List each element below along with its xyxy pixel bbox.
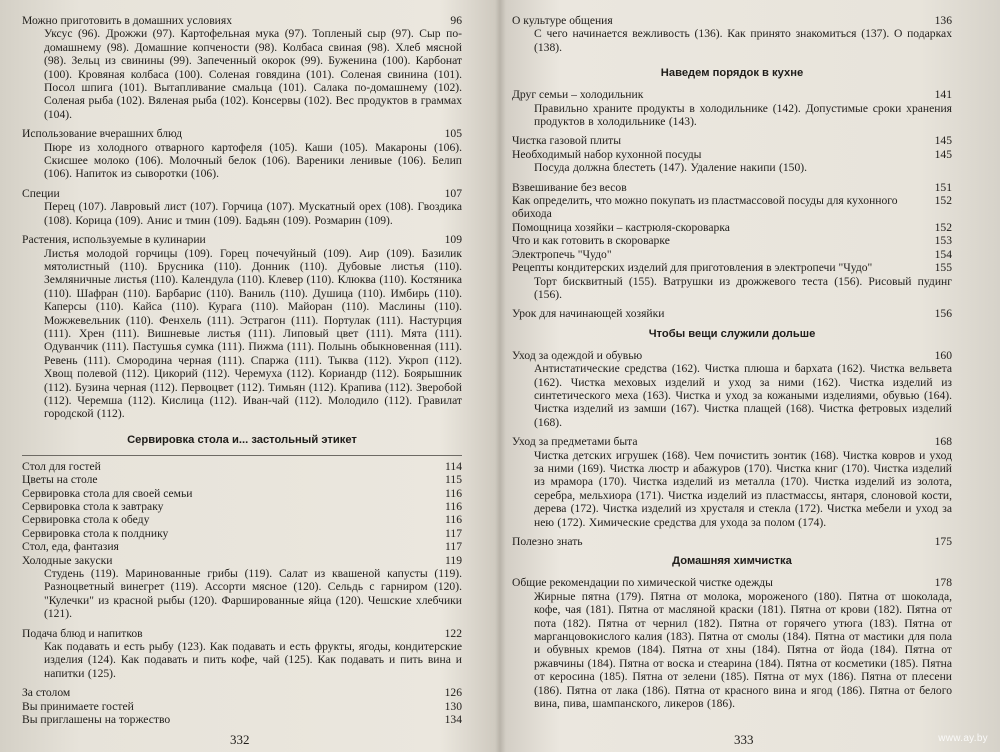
toc-entry-row: [22, 460, 462, 473]
toc-entry-title: Специи: [22, 186, 60, 200]
toc-entry-row: [22, 14, 462, 27]
toc-entry: [22, 460, 462, 473]
toc-entry: [512, 181, 952, 194]
toc-entry: [22, 627, 462, 681]
toc-entry: [512, 307, 952, 320]
toc-entry-page: 136: [934, 14, 952, 27]
toc-entry: [22, 500, 462, 513]
toc-entry-page: 117: [445, 526, 462, 540]
left-page: [0, 0, 496, 752]
toc-entry-page: 145: [934, 134, 952, 148]
toc-entry-row: [512, 435, 952, 448]
toc-entry-row: [512, 148, 952, 161]
toc-entry-page: 114: [445, 459, 462, 473]
toc-entry-title: Сервировка стола к завтраку: [22, 500, 164, 513]
toc-entry: [22, 473, 462, 486]
toc-entry-page: 151: [934, 180, 952, 194]
toc-entry: [512, 535, 952, 548]
toc-entry-title: Что и как готовить в скороварке: [512, 234, 670, 248]
toc-entry: [22, 713, 462, 726]
toc-entry-page: 105: [444, 127, 462, 141]
toc-entry-title: Как определить, что можно покупать из пластмассовой посуды для кухонного обихода: [512, 194, 898, 221]
toc-entry: [22, 233, 462, 421]
toc-entry-page: 160: [934, 348, 952, 362]
right-contents-column: [512, 14, 952, 716]
toc-entry-title: Взвешивание без весов: [512, 180, 627, 194]
toc-entry: [512, 261, 952, 301]
toc-entry-page: 175: [934, 535, 952, 548]
toc-entry-row: [22, 713, 462, 726]
spacer: [512, 54, 952, 60]
toc-entry-page: 152: [934, 194, 952, 208]
left-page-number: 332: [230, 732, 250, 747]
toc-entry-row: [22, 686, 462, 699]
toc-entry-row: [22, 233, 462, 246]
toc-entry-page: 145: [934, 147, 952, 161]
toc-entry-subitems: Правильно храните продукты в холодильнике (142). Допустимые сроки хранения продуктов в холодильнике (143).: [534, 101, 952, 129]
toc-entry-page: 178: [934, 576, 952, 590]
toc-entry: [512, 148, 952, 175]
toc-entry: [512, 194, 952, 221]
toc-entry: [512, 435, 952, 529]
toc-entry-title: Друг семьи – холодильник: [512, 88, 644, 102]
toc-entry-row: [22, 700, 462, 713]
toc-entry: [512, 14, 952, 54]
toc-entry-row: [512, 88, 952, 101]
toc-entry-row: [22, 127, 462, 140]
toc-entry: [22, 487, 462, 500]
toc-entry-page: 117: [445, 540, 462, 554]
toc-entry-subitems: Уксус (96). Дрожжи (97). Картофельная мука (97). Топленый сыр (97). Сыр по-домашнему (98). Домашние копчености (98). Колбаса свиная (98). Хлеб мясной (98). Зельц из свинины (99). Запеченный окорок (99). Буженина (100). Карбонат (100). Кровяная колбаса (100). Соленая говядина (101). Соленая свинина (101). Посол шпига (101). Вытапливание смальца (101). Салака по-домашнему (102). Соленая рыба (102). Вяленая рыба (102). Консервы (102). Вес продуктов в граммах (104).: [44, 27, 462, 121]
toc-entry-title: Уход за одеждой и обувью: [512, 348, 643, 362]
toc-entry: [22, 686, 462, 699]
toc-entry-subitems: С чего начинается вежливость (136). Как принято знакомиться (137). О подарках (138).: [534, 27, 952, 54]
toc-entry: [22, 554, 462, 621]
toc-entry-title: Стол, еда, фантазия: [22, 540, 119, 554]
toc-entry-page: 156: [934, 307, 952, 321]
toc-entry-row: [512, 14, 952, 27]
toc-entry: [22, 700, 462, 713]
toc-entry-page: 153: [934, 234, 952, 248]
toc-entry-row: [22, 540, 462, 553]
toc-entry-row: [512, 248, 952, 261]
toc-entry-title: Чистка газовой плиты: [512, 134, 622, 148]
toc-entry-page: 116: [445, 513, 462, 527]
toc-entry-title: Сервировка стола к обеду: [22, 513, 150, 527]
toc-entry-title: Подача блюд и напитков: [22, 626, 143, 640]
toc-entry-row: [512, 194, 952, 221]
toc-entry: [512, 88, 952, 128]
toc-entry-page: 134: [444, 713, 462, 727]
toc-entry: [512, 576, 952, 710]
toc-entry-row: [22, 500, 462, 513]
toc-entry-title: Необходимый набор кухонной посуды: [512, 147, 702, 161]
toc-entry: [512, 234, 952, 247]
toc-entry-page: 168: [934, 435, 952, 449]
toc-entry-subitems: Перец (107). Лавровый лист (107). Горчица (107). Мускатный орех (108). Гвоздика (108). Корица (109). Анис и тмин (109). Бадьян (109). Розмарин (109).: [44, 200, 462, 227]
toc-entry-row: [22, 187, 462, 200]
toc-entry-subitems: Чистка детских игрушек (168). Чем почистить зонтик (168). Чистка ковров и уход за ними (169). Чистка люстр и абажуров (170). Чистка книг (170). Чистка изделий из мрамора (170). Чистка изделий из металла (170). Чистка изделий из золота, серебра, мельхиора (171). Чистка изделий из пластмассы, янтаря, слоновой кости, дерева (172). Чистка изделий из хрусталя и стекла (172). Чистка мебели и уход за нею (172). Химические средства для ухода за полом (174).: [534, 448, 952, 529]
toc-entry-title: Использование вчерашних блюд: [22, 127, 183, 141]
toc-entry: [512, 134, 952, 147]
toc-entry-page: 130: [444, 699, 462, 713]
toc-entry-title: Помощница хозяйки – кастрюля-скороварка: [512, 220, 730, 234]
toc-entry-row: [512, 576, 952, 589]
section-heading: Чтобы вещи служили дольше: [648, 327, 816, 340]
toc-entry-row: [512, 307, 952, 320]
watermark: www.ay.by: [938, 733, 988, 744]
toc-entry-row: [22, 554, 462, 567]
toc-entry-page: 126: [444, 686, 462, 700]
toc-entry-row: [512, 134, 952, 147]
spacer: [22, 421, 462, 427]
toc-entry-subitems: Торт бисквитный (155). Ватрушки из дрожжевого теста (156). Рисовый пудинг (156).: [534, 274, 952, 301]
toc-entry-row: [512, 261, 952, 274]
toc-entry-page: 119: [445, 553, 462, 567]
toc-entry-row: [22, 487, 462, 500]
toc-entry-title: Электропечь "Чудо": [512, 247, 612, 261]
toc-entry-subitems: Посуда должна блестеть (147). Удаление накипи (150).: [534, 161, 808, 175]
toc-entry-page: 109: [444, 233, 462, 247]
toc-entry-title: Вы принимаете гостей: [22, 699, 134, 713]
toc-entry: [22, 513, 462, 526]
toc-entry-subitems: Как подавать и есть рыбу (123). Как подавать и есть фрукты, ягоды, кондитерские изделия (124). Как подавать и пить кофе, чай (125). Как подавать и пить вина и напитки (125).: [44, 640, 462, 680]
toc-entry-title: Полезно знать: [512, 535, 583, 548]
divider: [22, 455, 462, 456]
toc-entry-row: [512, 535, 952, 548]
toc-entry-title: Уход за предметами быта: [512, 435, 638, 449]
toc-entry-row: [22, 513, 462, 526]
toc-entry: [22, 187, 462, 227]
toc-entry-title: Сервировка стола для своей семьи: [22, 486, 193, 500]
toc-entry: [22, 527, 462, 540]
toc-entry-row: [512, 221, 952, 234]
toc-entry-row: [22, 527, 462, 540]
toc-entry-title: Растения, используемые в кулинарии: [22, 233, 206, 247]
toc-entry-title: Можно приготовить в домашних условиях: [22, 14, 233, 27]
toc-entry-title: Рецепты кондитерских изделий для приготовления в электропечи "Чудо": [512, 261, 873, 275]
right-page: [504, 0, 1000, 752]
section-heading: Домашняя химчистка: [672, 555, 792, 568]
toc-entry-title: Цветы на столе: [22, 473, 98, 487]
left-contents-column: [22, 14, 462, 727]
toc-entry-title: Холодные закуски: [22, 553, 113, 567]
toc-entry-subitems: Листья молодой горчицы (109). Горец почечуйный (109). Аир (109). Базилик мятолистный (110). Брусника (110). Донник (110). Дубовые листья (110). Земляничные листья (110). Календула (110). Клевер (110). Клюква (110). Костяника (110). Шафран (110). Барбарис (110). Ваниль (110). Душица (110). Имбирь (110). Каперсы (110). Кайса (110). Курага (110). Майоран (110). Маслины (110). Можжевельник (110). Фенхель (111). Эстрагон (111). Портулак (111). Настурция (111). Хрен (111). Вишневые листья (111). Липовый цвет (111). Мята (111). Одуванчик (111). Пастушья сумка (111). Пижма (111). Полынь обыкновенная (111). Ревень (111). Смородина черная (111). Спаржа (111). Тыква (112). Укроп (112). Хвощ полевой (112). Цикорий (112). Черемуха (112). Кориандр (112). Боярышник (112). Бузина черная (112). Первоцвет (112). Тимьян (112). Крапива (112). Зверобой (112). Черемша (112). Кислица (112). Иван-чай (112). Молодило (112). Гравилат городской (112).: [44, 246, 462, 421]
toc-entry-page: 154: [934, 247, 952, 261]
toc-entry-page: 116: [445, 486, 462, 500]
toc-entry-page: 155: [934, 261, 952, 275]
toc-entry-subitems: Жирные пятна (179). Пятна от молока, мороженого (180). Пятна от шоколада, кофе, чая (181). Пятна от масляной краски (181). Пятна от крови (182). Пятна от пота (182). Пятна от чернил (182). Пятна от горячего утюга (183). Пятна от марганцовокислого калия (183). Пятна от смолы (184). Пятна от мастики для пола и обувных кремов (184). Пятна от хны (184). Пятна от йода (184). Пятна от ржавчины (184). Пятна от воска и стеарина (184). Пятна от косметики (185). Пятна от керосина (185). Пятна от зелени (185). Пятна от мух (186). Пятна от плесени (186). Пятна от лака (186). Пятна от красного вина и ягод (186). Пятна от белого вина, пива, шампанского, ликеров (186).: [534, 589, 952, 711]
toc-entry-page: 115: [445, 473, 462, 487]
toc-entry-subitems: Антистатические средства (162). Чистка плюша и бархата (162). Чистка вельвета (162). Чистка меховых изделий и уход за ними (162). Чистка изделий из синтетического меха (163). Чистка и уход за кожаными изделиями, обувью (164). Чистка изделий из замши (167). Чистка плащей (168). Чистка фетровых изделий (168).: [534, 362, 952, 429]
section-heading: Наведем порядок в кухне: [660, 67, 804, 80]
toc-entry-subitems: Студень (119). Маринованные грибы (119). Салат из квашеной капусты (119). Разноцветный винегрет (119). Ассорти мясное (120). Сельдь с гарниром (120). "Кулечки" из красной рыбы (120). Фаршированные яйца (120). Чешские хлебчики (121).: [44, 567, 462, 621]
toc-entry-page: 107: [444, 186, 462, 200]
toc-entry-title: Вы приглашены на торжество: [22, 713, 171, 727]
toc-entry-title: За столом: [22, 686, 71, 700]
toc-entry-page: 152: [934, 220, 952, 234]
toc-entry-title: Общие рекомендации по химической чистке одежды: [512, 576, 773, 590]
toc-entry-page: 141: [934, 88, 952, 102]
toc-entry: [22, 14, 462, 121]
toc-entry-page: 96: [450, 14, 462, 27]
toc-entry: [512, 248, 952, 261]
spacer: [512, 710, 952, 716]
toc-entry-title: Стол для гостей: [22, 459, 101, 473]
toc-entry: [512, 221, 952, 234]
toc-entry: [512, 349, 952, 429]
toc-entry: [22, 540, 462, 553]
right-page-number: 333: [734, 732, 754, 747]
toc-entry-row: [22, 627, 462, 640]
toc-entry-subitems: Пюре из холодного отварного картофеля (105). Каши (105). Макароны (106). Скисшее молоко (106). Молочный белок (106). Вареники ленивые (106). Белип (106). Напиток из сыворотки (106).: [44, 140, 462, 181]
toc-entry-row: [22, 473, 462, 486]
toc-entry-title: Урок для начинающей хозяйки: [512, 307, 665, 321]
toc-entry-row: [512, 181, 952, 194]
toc-entry: [22, 127, 462, 181]
toc-entry-title: О культуре общения: [512, 14, 613, 27]
toc-entry-row: [512, 349, 952, 362]
section-heading: Сервировка стола и... застольный этикет: [127, 433, 357, 446]
toc-entry-row: [512, 234, 952, 247]
toc-entry-page: 116: [445, 500, 462, 513]
toc-entry-page: 122: [444, 626, 462, 640]
toc-entry-title: Сервировка стола к полднику: [22, 526, 169, 540]
